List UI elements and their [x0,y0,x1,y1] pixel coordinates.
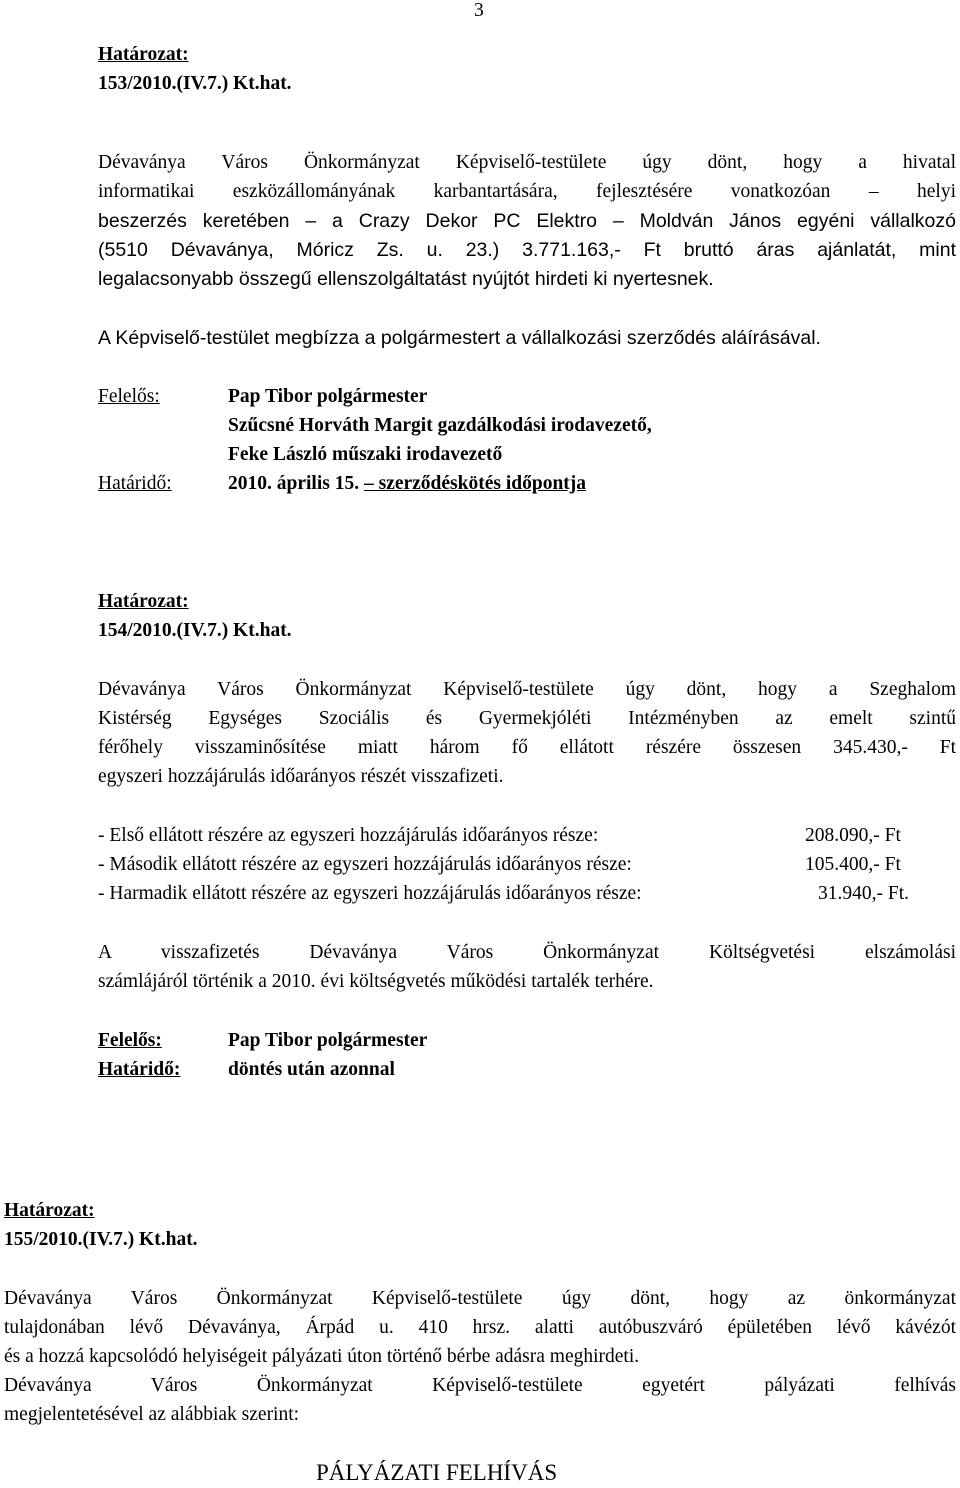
refund-item-amount: 208.090,- Ft [805,825,901,846]
refund-item-label: - Első ellátott részére az egyszeri hozzájárulás időarányos része: [98,825,599,846]
deadline-label: Határidő: [98,1059,181,1080]
decision-paragraph-line: Kistérség Egységes Szociális és Gyermekjóléti Intézményben az emelt szintű [98,708,956,729]
payment-paragraph-line: A visszafizetés Dévaványa Város Önkormányzat Költségvetési elszámolási [98,942,956,963]
decision-number: 153/2010.(IV.7.) Kt.hat. [98,73,292,94]
responsible-person: Pap Tibor polgármester [228,386,428,407]
payment-paragraph-line: számlájáról történik a 2010. évi költségvetés működési tartalék terhére. [98,971,654,992]
refund-item-label: - Harmadik ellátott részére az egyszeri hozzájárulás időarányos része: [98,883,642,904]
deadline-value [228,473,586,495]
responsible-person: Pap Tibor polgármester [228,1030,428,1051]
decision-paragraph-line: férőhely visszaminősítése miatt három fő ellátott részére összesen 345.430,- Ft [98,737,956,758]
page-number: 3 [474,0,484,21]
decision-paragraph-line: (5510 Dévaványa, Móricz Zs. u. 23.) 3.771.163,- Ft bruttó áras ajánlatát, mint [98,239,956,261]
responsible-person: Szűcsné Horváth Margit gazdálkodási irodavezető, [228,415,652,436]
refund-item-amount: 31.940,- Ft. [818,883,910,904]
decision-number: 155/2010.(IV.7.) Kt.hat. [4,1229,198,1250]
responsible-person: Feke László műszaki irodavezető [228,444,503,465]
decision-paragraph-line: egyszeri hozzájárulás időarányos részét visszafizeti. [98,766,504,787]
tender-heading: PÁLYÁZATI FELHÍVÁS [316,1460,558,1485]
agreement-paragraph-line: megjelentetésével az alábbiak szerint: [4,1404,300,1425]
deadline-value: döntés után azonnal [228,1059,395,1080]
decision-number: 154/2010.(IV.7.) Kt.hat. [98,620,292,641]
decision-paragraph-line: Dévaványa Város Önkormányzat Képviselő-testülete úgy dönt, hogy a Szeghalom [98,679,956,700]
deadline-date: 2010. április 15. [228,473,360,494]
refund-item-amount: 105.400,- Ft [805,854,901,875]
decision-paragraph-line: informatikai eszközállományának karbantartására, fejlesztésére vonatkozóan – helyi [98,181,956,202]
responsible-label: Felelős: [98,1030,162,1051]
decision-paragraph-line: tulajdonában lévő Dévaványa, Árpád u. 410 hrsz. alatti autóbuszváró épületében lévő kávézót [4,1317,956,1338]
mandate-paragraph: A Képviselő-testület megbízza a polgármestert a vállalkozási szerződés aláírásával. [98,327,821,349]
decision-label: Határozat: [98,44,189,65]
decision-paragraph-line: Dévaványa Város Önkormányzat Képviselő-testülete úgy dönt, hogy az önkormányzat [4,1288,956,1309]
deadline-note: – szerződéskötés időpontja [363,473,587,494]
responsible-label: Felelős: [98,386,160,407]
decision-paragraph-line: és a hozzá kapcsolódó helyiségeit pályázati úton történő bérbe adásra meghirdeti. [4,1346,640,1367]
agreement-paragraph-line: Dévaványa Város Önkormányzat Képviselő-testülete egyetért pályázati felhívás [4,1375,956,1396]
decision-label: Határozat: [4,1200,95,1221]
refund-item-label: - Második ellátott részére az egyszeri hozzájárulás időarányos része: [98,854,632,875]
deadline-label: Határidő: [98,473,172,494]
decision-paragraph-line: beszerzés keretében – a Crazy Dekor PC Elektro – Moldván János egyéni vállalkozó [98,210,956,232]
decision-paragraph-line: Dévaványa Város Önkormányzat Képviselő-testülete úgy dönt, hogy a hivatal [98,152,956,173]
decision-label: Határozat: [98,591,189,612]
decision-paragraph-line: legalacsonyabb összegű ellenszolgáltatást nyújtót hirdeti ki nyertesnek. [98,268,714,290]
